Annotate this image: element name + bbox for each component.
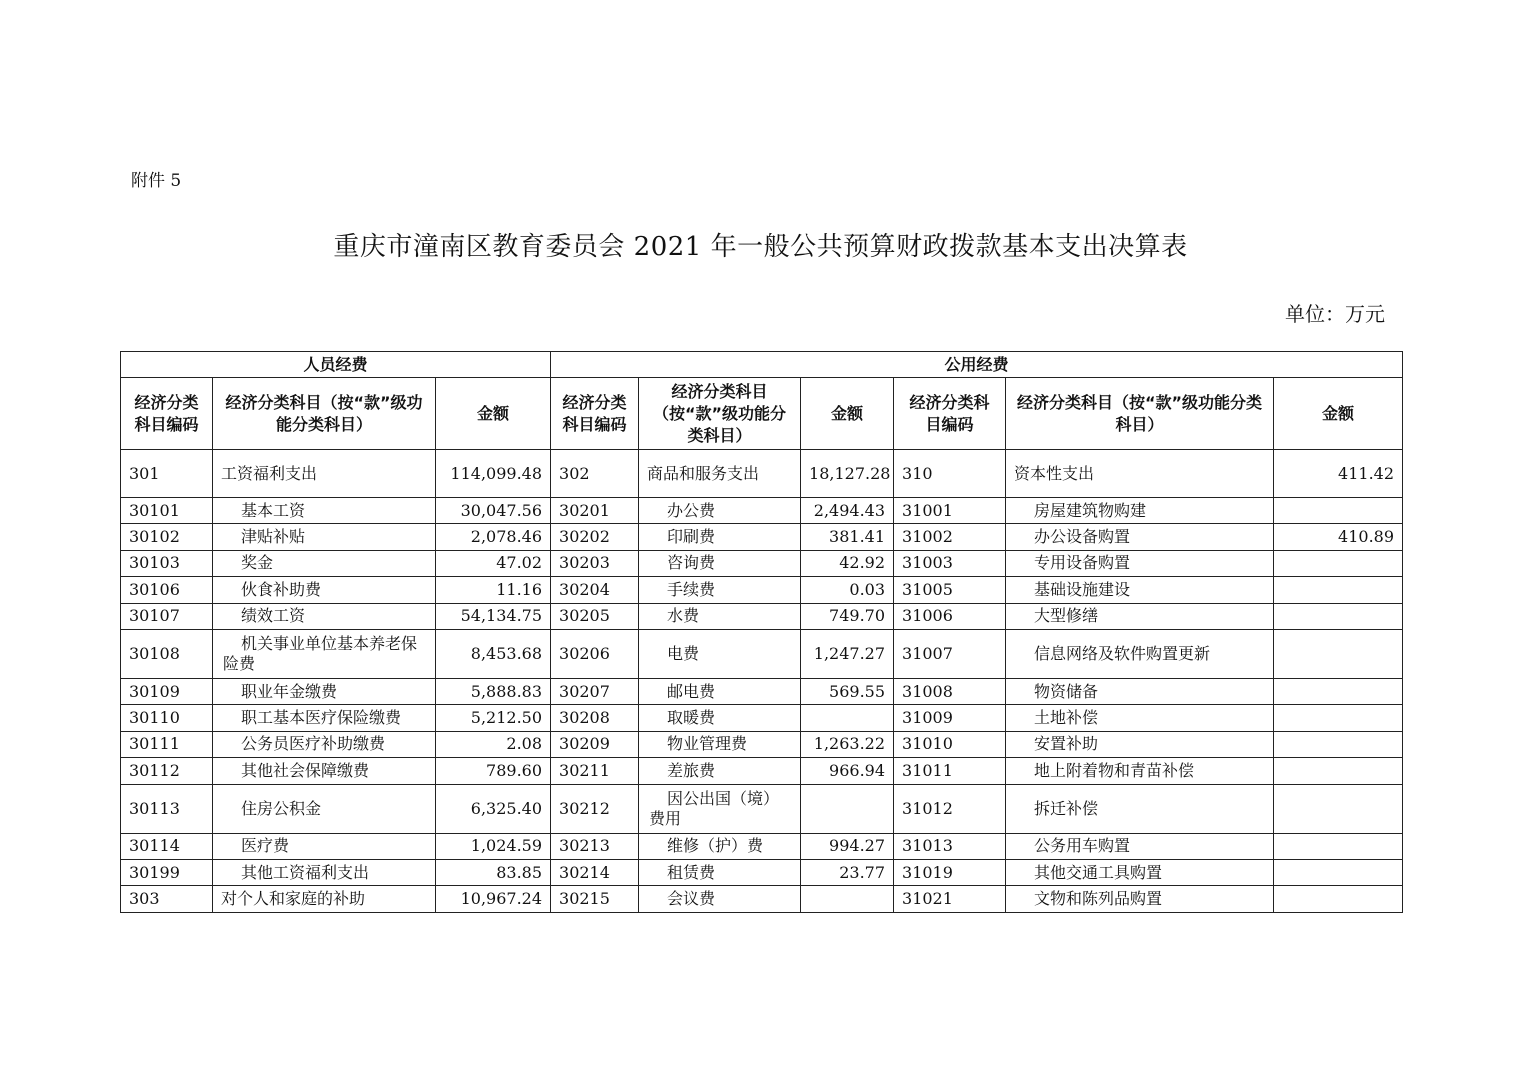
amount-cell [1274, 731, 1403, 757]
code-cell: 30103 [121, 550, 213, 576]
name-cell: 办公费 [639, 498, 801, 524]
code-cell: 30114 [121, 833, 213, 859]
code-cell: 30108 [121, 629, 213, 678]
amount-cell: 5,212.50 [436, 705, 551, 731]
table-body [121, 450, 1403, 913]
amount-cell: 54,134.75 [436, 603, 551, 629]
section-public: 公用经费 [551, 352, 1403, 378]
amount-cell: 411.42 [1274, 450, 1403, 498]
code-cell: 30212 [551, 784, 639, 833]
name-cell: 医疗费 [213, 833, 436, 859]
name-cell: 其他社会保障缴费 [213, 758, 436, 784]
section-personnel: 人员经费 [121, 352, 551, 378]
name-cell: 职工基本医疗保险缴费 [213, 705, 436, 731]
amount-cell: 0.03 [801, 577, 894, 603]
code-cell: 30203 [551, 550, 639, 576]
header-name: 经济分类科目（按“款”级功能分类科目） [639, 378, 801, 450]
code-cell: 30102 [121, 524, 213, 550]
header-code: 经济分类科目编码 [894, 378, 1006, 450]
header-code: 经济分类科目编码 [121, 378, 213, 450]
name-cell: 伙食补助费 [213, 577, 436, 603]
name-cell: 拆迁补偿 [1006, 784, 1274, 833]
code-cell: 302 [551, 450, 639, 498]
code-cell: 31012 [894, 784, 1006, 833]
amount-cell: 114,099.48 [436, 450, 551, 498]
header-name: 经济分类科目（按“款”级功能分类科目） [1006, 378, 1274, 450]
code-cell: 30201 [551, 498, 639, 524]
name-cell: 维修（护）费 [639, 833, 801, 859]
code-cell: 30207 [551, 678, 639, 704]
code-cell: 31003 [894, 550, 1006, 576]
amount-cell [1274, 678, 1403, 704]
table-row [121, 603, 1403, 629]
name-cell: 手续费 [639, 577, 801, 603]
code-cell: 31001 [894, 498, 1006, 524]
table-row [121, 629, 1403, 678]
code-cell: 30211 [551, 758, 639, 784]
amount-cell [801, 886, 894, 912]
name-cell: 工资福利支出 [213, 450, 436, 498]
name-cell: 安置补助 [1006, 731, 1274, 757]
amount-cell: 42.92 [801, 550, 894, 576]
amount-cell [1274, 577, 1403, 603]
code-cell: 30112 [121, 758, 213, 784]
code-cell: 30213 [551, 833, 639, 859]
name-cell: 办公设备购置 [1006, 524, 1274, 550]
code-cell: 30215 [551, 886, 639, 912]
amount-cell: 966.94 [801, 758, 894, 784]
table-row [121, 705, 1403, 731]
amount-cell: 749.70 [801, 603, 894, 629]
code-cell: 30106 [121, 577, 213, 603]
amount-cell: 30,047.56 [436, 498, 551, 524]
code-cell: 31013 [894, 833, 1006, 859]
amount-cell: 6,325.40 [436, 784, 551, 833]
code-cell: 30214 [551, 859, 639, 885]
code-cell: 31006 [894, 603, 1006, 629]
name-cell: 物业管理费 [639, 731, 801, 757]
code-cell: 30208 [551, 705, 639, 731]
table-row [121, 498, 1403, 524]
table-row [121, 524, 1403, 550]
name-cell: 职业年金缴费 [213, 678, 436, 704]
expenditure-table [120, 351, 1403, 913]
amount-cell [1274, 784, 1403, 833]
table-row [121, 577, 1403, 603]
name-cell: 电费 [639, 629, 801, 678]
code-cell: 30204 [551, 577, 639, 603]
amount-cell: 11.16 [436, 577, 551, 603]
amount-cell: 10,967.24 [436, 886, 551, 912]
name-cell: 咨询费 [639, 550, 801, 576]
code-cell: 30107 [121, 603, 213, 629]
name-cell: 绩效工资 [213, 603, 436, 629]
amount-cell: 1,024.59 [436, 833, 551, 859]
amount-cell [1274, 629, 1403, 678]
code-cell: 30113 [121, 784, 213, 833]
name-cell: 印刷费 [639, 524, 801, 550]
amount-cell: 83.85 [436, 859, 551, 885]
name-cell: 取暖费 [639, 705, 801, 731]
amount-cell [1274, 550, 1403, 576]
name-cell: 物资储备 [1006, 678, 1274, 704]
code-cell: 30209 [551, 731, 639, 757]
table-row [121, 731, 1403, 757]
amount-cell [801, 705, 894, 731]
unit-label: 单位：万元 [1285, 302, 1385, 326]
name-cell: 差旅费 [639, 758, 801, 784]
code-cell: 31005 [894, 577, 1006, 603]
name-cell: 商品和服务支出 [639, 450, 801, 498]
name-cell: 邮电费 [639, 678, 801, 704]
name-cell: 其他交通工具购置 [1006, 859, 1274, 885]
header-amount: 金额 [1274, 378, 1403, 450]
amount-cell: 789.60 [436, 758, 551, 784]
table-row [121, 450, 1403, 498]
amount-cell [1274, 859, 1403, 885]
code-cell: 30199 [121, 859, 213, 885]
name-cell: 公务员医疗补助缴费 [213, 731, 436, 757]
code-cell: 30109 [121, 678, 213, 704]
name-cell: 基本工资 [213, 498, 436, 524]
name-cell: 津贴补贴 [213, 524, 436, 550]
amount-cell: 2,494.43 [801, 498, 894, 524]
amount-cell: 994.27 [801, 833, 894, 859]
name-cell: 大型修缮 [1006, 603, 1274, 629]
table-row [121, 758, 1403, 784]
page-title: 重庆市潼南区教育委员会 2021 年一般公共预算财政拨款基本支出决算表 [333, 232, 1188, 262]
amount-cell [1274, 498, 1403, 524]
code-cell: 30111 [121, 731, 213, 757]
amount-cell: 8,453.68 [436, 629, 551, 678]
name-cell: 基础设施建设 [1006, 577, 1274, 603]
code-cell: 31021 [894, 886, 1006, 912]
amount-cell [1274, 603, 1403, 629]
amount-cell [1274, 758, 1403, 784]
code-cell: 31007 [894, 629, 1006, 678]
amount-cell: 23.77 [801, 859, 894, 885]
code-cell: 31010 [894, 731, 1006, 757]
name-cell: 其他工资福利支出 [213, 859, 436, 885]
code-cell: 31019 [894, 859, 1006, 885]
table-row [121, 784, 1403, 833]
amount-cell: 569.55 [801, 678, 894, 704]
amount-cell: 2.08 [436, 731, 551, 757]
amount-cell: 18,127.28 [801, 450, 894, 498]
name-cell: 住房公积金 [213, 784, 436, 833]
name-cell: 水费 [639, 603, 801, 629]
amount-cell: 381.41 [801, 524, 894, 550]
name-cell: 机关事业单位基本养老保险费 [213, 629, 436, 678]
name-cell: 公务用车购置 [1006, 833, 1274, 859]
name-cell: 房屋建筑物购建 [1006, 498, 1274, 524]
header-name: 经济分类科目（按“款”级功能分类科目） [213, 378, 436, 450]
code-cell: 301 [121, 450, 213, 498]
amount-cell [1274, 886, 1403, 912]
amount-cell: 47.02 [436, 550, 551, 576]
name-cell: 文物和陈列品购置 [1006, 886, 1274, 912]
header-amount: 金额 [436, 378, 551, 450]
code-cell: 31002 [894, 524, 1006, 550]
amount-cell: 1,263.22 [801, 731, 894, 757]
attachment-label: 附件 5 [131, 171, 182, 191]
amount-cell [801, 784, 894, 833]
code-cell: 31009 [894, 705, 1006, 731]
code-cell: 30101 [121, 498, 213, 524]
table-row [121, 678, 1403, 704]
table-row [121, 886, 1403, 912]
table-row [121, 833, 1403, 859]
name-cell: 地上附着物和青苗补偿 [1006, 758, 1274, 784]
table-row [121, 859, 1403, 885]
amount-cell [1274, 833, 1403, 859]
table-row [121, 550, 1403, 576]
name-cell: 对个人和家庭的补助 [213, 886, 436, 912]
header-amount: 金额 [801, 378, 894, 450]
code-cell: 310 [894, 450, 1006, 498]
amount-cell: 5,888.83 [436, 678, 551, 704]
name-cell: 租赁费 [639, 859, 801, 885]
name-cell: 土地补偿 [1006, 705, 1274, 731]
name-cell: 专用设备购置 [1006, 550, 1274, 576]
name-cell: 资本性支出 [1006, 450, 1274, 498]
amount-cell: 2,078.46 [436, 524, 551, 550]
name-cell: 奖金 [213, 550, 436, 576]
code-cell: 30110 [121, 705, 213, 731]
amount-cell [1274, 705, 1403, 731]
header-code: 经济分类科目编码 [551, 378, 639, 450]
code-cell: 30205 [551, 603, 639, 629]
name-cell: 因公出国（境）费用 [639, 784, 801, 833]
code-cell: 30202 [551, 524, 639, 550]
name-cell: 会议费 [639, 886, 801, 912]
code-cell: 31008 [894, 678, 1006, 704]
code-cell: 303 [121, 886, 213, 912]
name-cell: 信息网络及软件购置更新 [1006, 629, 1274, 678]
code-cell: 31011 [894, 758, 1006, 784]
amount-cell: 1,247.27 [801, 629, 894, 678]
code-cell: 30206 [551, 629, 639, 678]
amount-cell: 410.89 [1274, 524, 1403, 550]
